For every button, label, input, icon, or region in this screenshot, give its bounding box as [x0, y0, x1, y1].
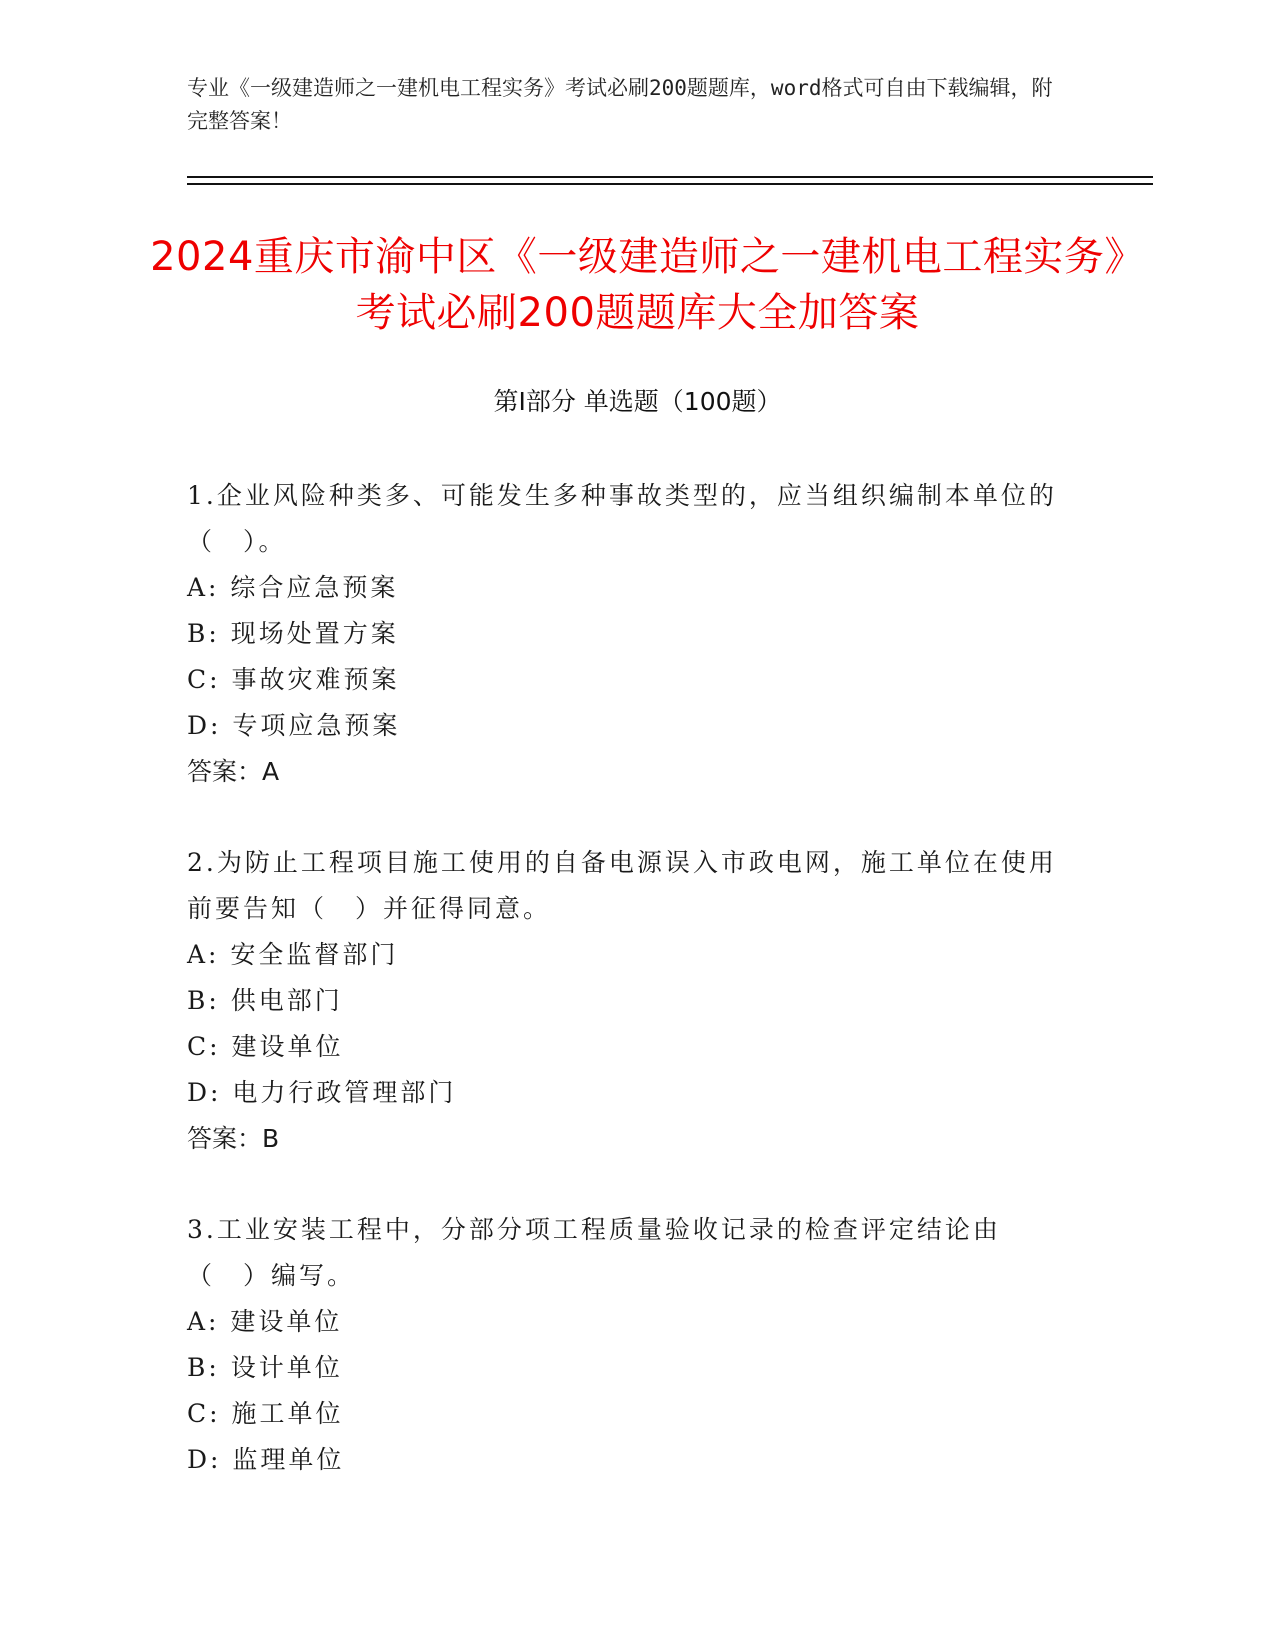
question-1 — [187, 473, 1067, 795]
option-d: D: 专项应急预案 — [187, 711, 401, 740]
option-c: C: 建设单位 — [187, 1032, 344, 1061]
option-a: A: 安全监督部门 — [187, 940, 399, 969]
question-stem: 1.企业风险种类多、可能发生多种事故类型的，应当组织编制本单位的（ ）。 — [187, 481, 1057, 556]
question-3 — [187, 1207, 1067, 1483]
option-b: B: 设计单位 — [187, 1353, 343, 1382]
option-a: A: 建设单位 — [187, 1307, 343, 1336]
header-divider-top — [187, 176, 1153, 178]
question-stem: 3.工业安装工程中，分部分项工程质量验收记录的检查评定结论由（ ）编写。 — [187, 1215, 1001, 1290]
option-a: A: 综合应急预案 — [187, 573, 399, 602]
option-b: B: 现场处置方案 — [187, 619, 399, 648]
document-title: 2024重庆市渝中区《一级建造师之一建机电工程实务》考试必刷200题题库大全加答案 — [150, 234, 1125, 336]
section-title: 第Ⅰ部分 单选题（100题） — [493, 387, 782, 416]
option-d: D: 监理单位 — [187, 1445, 345, 1474]
header-divider-bottom — [187, 183, 1153, 185]
question-2 — [187, 840, 1067, 1162]
option-d: D: 电力行政管理部门 — [187, 1078, 457, 1107]
answer: 答案：A — [187, 757, 280, 786]
option-c: C: 事故灾难预案 — [187, 665, 400, 694]
option-c: C: 施工单位 — [187, 1399, 344, 1428]
answer: 答案：B — [187, 1124, 280, 1153]
question-stem: 2.为防止工程项目施工使用的自备电源误入市政电网，施工单位在使用前要告知（ ）并征得同意。 — [187, 848, 1057, 923]
header-note: 专业《一级建造师之一建机电工程实务》考试必刷200题题库，word格式可自由下载编辑，附完整答案！ — [187, 76, 1053, 133]
option-b: B: 供电部门 — [187, 986, 343, 1015]
question-list — [187, 473, 1067, 1528]
